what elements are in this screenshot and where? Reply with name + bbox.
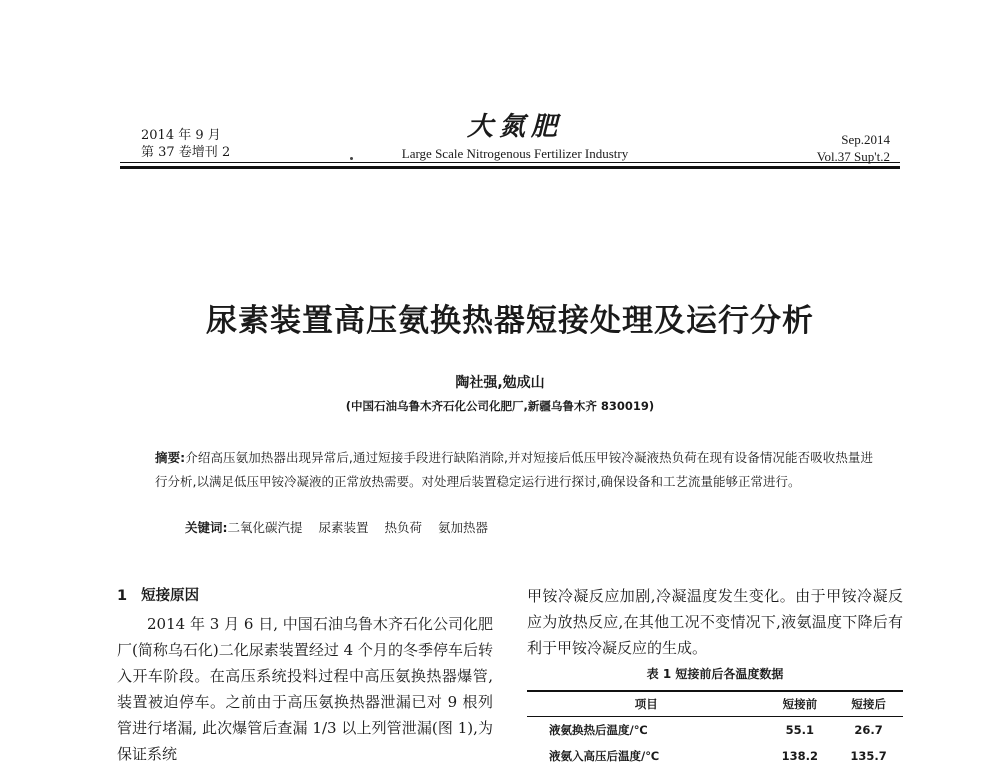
table-cell: 55.1 — [785, 723, 815, 737]
journal-masthead — [390, 112, 640, 162]
keywords-label: 关键词: — [185, 520, 228, 535]
temperature-table — [527, 690, 903, 769]
table-cell: 液氨换热后温度/℃ — [549, 723, 648, 737]
table-header: 短接后 — [834, 691, 903, 717]
left-column — [117, 583, 493, 767]
journal-english-name: Large Scale Nitrogenous Fertilizer Industry — [401, 146, 629, 161]
table-header: 短接前 — [765, 691, 834, 717]
table-row — [527, 717, 903, 744]
issue-date-cn: 2014 年 9 月 — [141, 128, 221, 143]
issue-volume-cn: 第 37 卷增刊 2 — [141, 145, 231, 160]
header-right — [817, 131, 890, 165]
keyword: 热负荷 — [384, 520, 423, 535]
article-affiliation: (中国石油乌鲁木齐石化公司化肥厂,新疆乌鲁木齐 830019) — [345, 399, 655, 413]
journal-logo: 大氮肥 — [466, 112, 563, 142]
right-column-paragraph: 甲铵冷凝反应加剧,冷凝温度发生变化。由于甲铵冷凝反应为放热反应,在其他工况不变情况下,液氨温度下降后有利于甲铵冷凝反应的生成。 — [527, 587, 903, 657]
article-title: 尿素装置高压氨换热器短接处理及运行分析 — [206, 303, 814, 339]
keyword: 尿素装置 — [318, 520, 369, 535]
table-caption: 表 1 短接前后各温度数据 — [646, 667, 784, 681]
abstract-text: 介绍高压氨加热器出现异常后,通过短接手段进行缺陷消除,并对短接后低压甲铵冷凝液热负荷在现有设备情况能否吸收热量进行分析,以满足低压甲铵冷凝液的正常放热需要。对处理后装置稳定运行进行探讨,确保设备和工艺流量能够正常进行。 — [155, 450, 874, 489]
table-cell: 138.2 — [781, 749, 819, 763]
table-cell: 液氨入高压后温度/℃ — [549, 749, 660, 763]
header-left — [141, 127, 230, 161]
section-number: 1 — [117, 588, 128, 604]
issue-volume-en: Vol.37 Sup't.2 — [816, 149, 890, 164]
table-header: 项目 — [527, 691, 765, 717]
abstract — [155, 446, 873, 494]
scan-speck — [350, 157, 353, 160]
table-cell: 26.7 — [854, 723, 883, 737]
section-heading — [117, 583, 493, 609]
article-authors: 陶社强,勉成山 — [455, 375, 545, 391]
table-row — [527, 743, 903, 769]
header-rule-thin — [120, 162, 900, 163]
keyword: 氨加热器 — [438, 520, 489, 535]
keywords — [185, 518, 504, 536]
keyword: 二氧化碳汽提 — [227, 520, 303, 535]
header-rule-thick — [120, 166, 900, 169]
table-header-row — [527, 691, 903, 717]
section-paragraph: 2014 年 3 月 6 日, 中国石油乌鲁木齐石化公司化肥厂(简称乌石化)二化尿素装置经过 4 个月的冬季停车后转入开车阶段。在高压系统投料过程中高压氨换热器爆管,装置被迫停车。之前由于高压氨换热器泄漏已对 9 根列管进行堵漏, 此次爆管后查漏 1/3 以上列管泄漏(图 1),为保证系统 — [117, 615, 493, 763]
section-title: 短接原因 — [141, 588, 200, 604]
issue-date-en: Sep.2014 — [841, 132, 890, 147]
table-cell: 135.7 — [850, 749, 887, 763]
abstract-label: 摘要: — [155, 450, 186, 465]
